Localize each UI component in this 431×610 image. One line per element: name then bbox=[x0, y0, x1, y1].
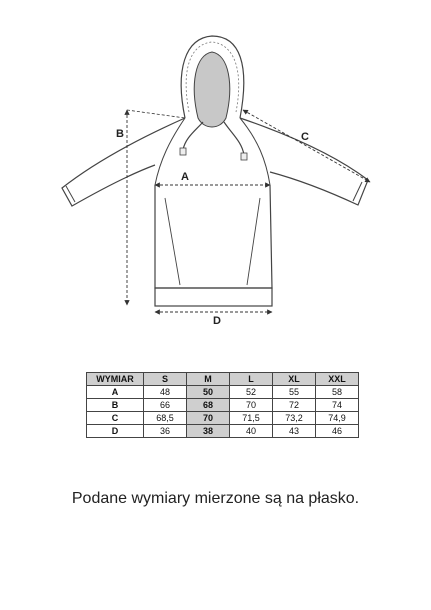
waistband bbox=[155, 288, 272, 306]
table-row bbox=[87, 412, 359, 425]
table-cell: 74,9 bbox=[316, 412, 359, 425]
table-cell: 55 bbox=[273, 386, 316, 399]
dimension-a-label: A bbox=[181, 171, 189, 183]
row-label: B bbox=[87, 399, 144, 412]
table-cell: 50 bbox=[187, 386, 230, 399]
dimension-b-guide-top bbox=[127, 110, 185, 118]
table-cell: 38 bbox=[187, 425, 230, 438]
right-drawstring-tip bbox=[241, 153, 247, 160]
left-drawstring-tip bbox=[180, 148, 186, 155]
dimension-c-label: C bbox=[301, 131, 309, 143]
table-cell: 72 bbox=[273, 399, 316, 412]
kangaroo-pocket bbox=[165, 198, 260, 285]
size-table bbox=[86, 372, 359, 438]
header-s: S bbox=[144, 373, 187, 386]
table-cell: 68 bbox=[187, 399, 230, 412]
table-header-row bbox=[87, 373, 359, 386]
table-cell: 74 bbox=[316, 399, 359, 412]
left-drawstring bbox=[183, 122, 203, 150]
table-cell: 58 bbox=[316, 386, 359, 399]
row-label: A bbox=[87, 386, 144, 399]
table-cell: 68,5 bbox=[144, 412, 187, 425]
header-wymiar: WYMIAR bbox=[87, 373, 144, 386]
table-cell: 52 bbox=[230, 386, 273, 399]
table-cell: 36 bbox=[144, 425, 187, 438]
left-cuff bbox=[66, 186, 75, 202]
row-label: C bbox=[87, 412, 144, 425]
right-drawstring bbox=[224, 122, 244, 155]
table-cell: 40 bbox=[230, 425, 273, 438]
row-label: D bbox=[87, 425, 144, 438]
table-cell: 43 bbox=[273, 425, 316, 438]
table-cell: 48 bbox=[144, 386, 187, 399]
dimension-d-label: D bbox=[213, 315, 221, 327]
table-row bbox=[87, 386, 359, 399]
table-cell: 70 bbox=[230, 399, 273, 412]
header-l: L bbox=[230, 373, 273, 386]
header-xl: XL bbox=[273, 373, 316, 386]
table-cell: 66 bbox=[144, 399, 187, 412]
hood-lining bbox=[194, 52, 229, 127]
dimension-b-label: B bbox=[116, 128, 124, 140]
table-cell: 71,5 bbox=[230, 412, 273, 425]
table-cell: 73,2 bbox=[273, 412, 316, 425]
dimension-c-line bbox=[243, 110, 370, 182]
header-xxl: XXL bbox=[316, 373, 359, 386]
table-cell: 70 bbox=[187, 412, 230, 425]
header-m: M bbox=[187, 373, 230, 386]
table-row bbox=[87, 399, 359, 412]
right-raglan-seam bbox=[240, 118, 270, 185]
measurement-note: Podane wymiary mierzone są na płasko. bbox=[71, 490, 360, 507]
table-row bbox=[87, 425, 359, 438]
table-cell: 46 bbox=[316, 425, 359, 438]
